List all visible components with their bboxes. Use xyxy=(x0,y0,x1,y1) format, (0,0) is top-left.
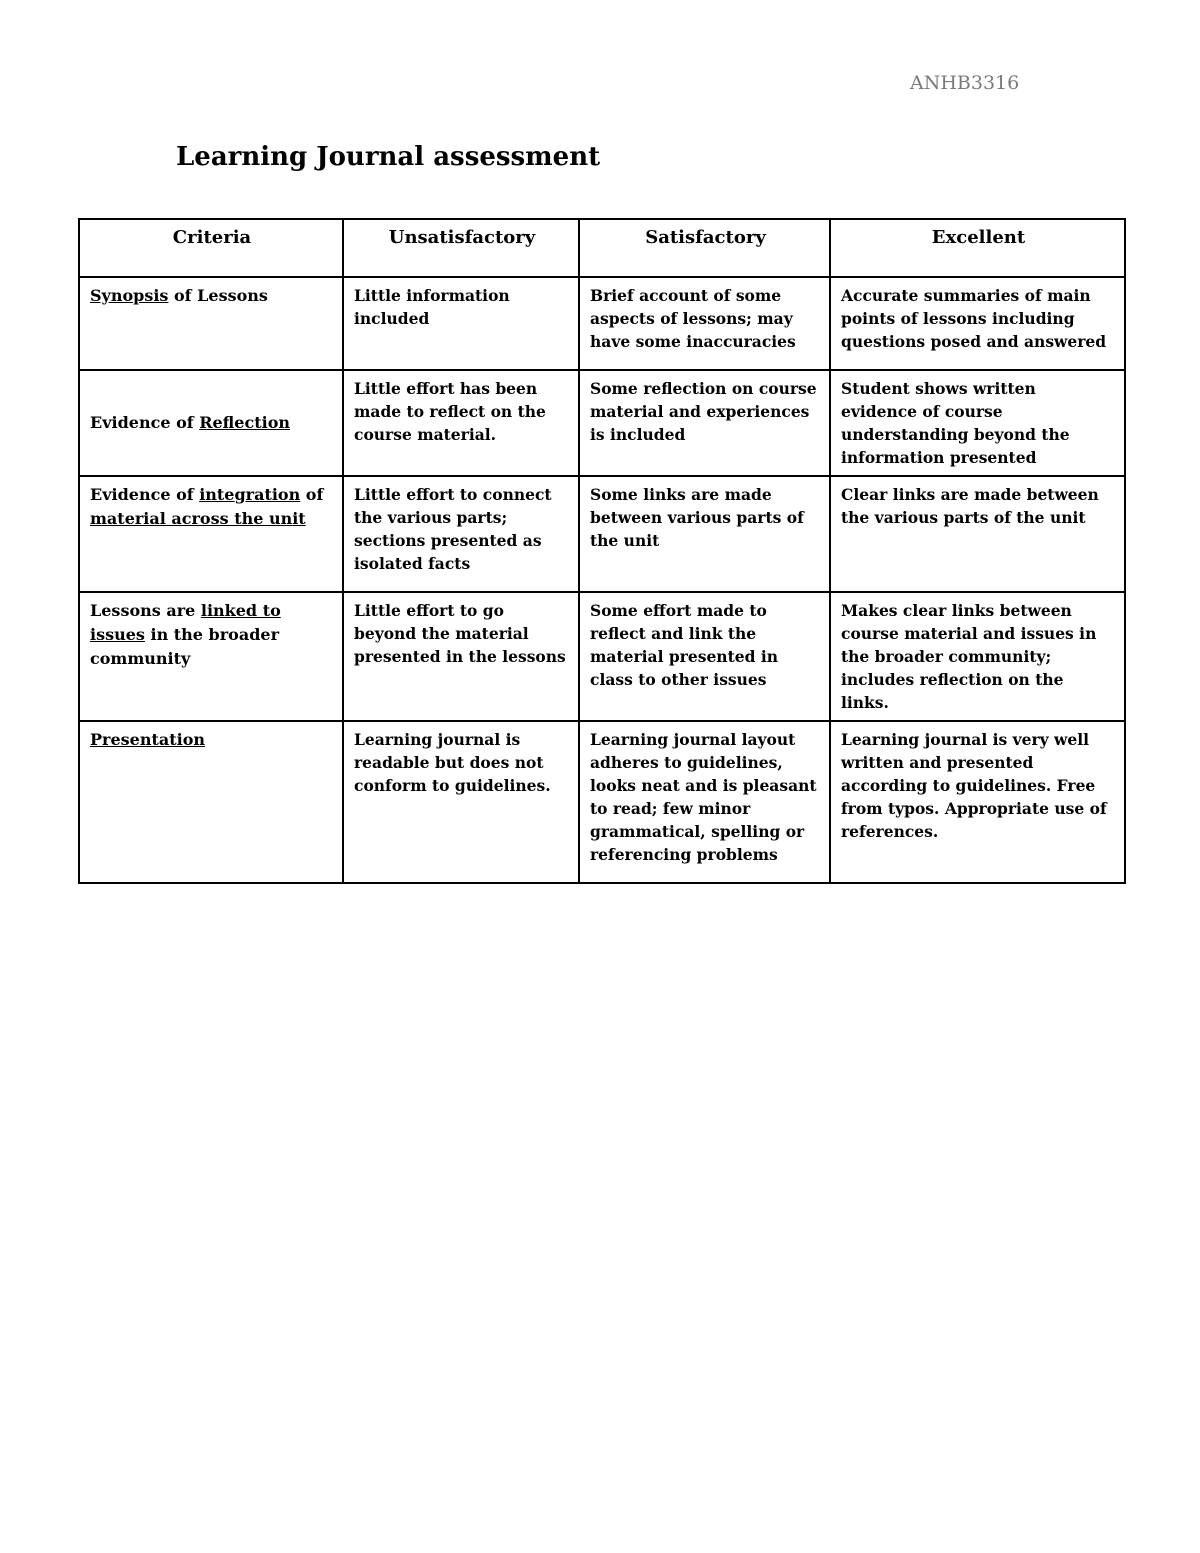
criteria-keyword: Presentation xyxy=(90,730,205,749)
excellent-cell: Clear links are made between the various parts of the unit xyxy=(830,476,1125,592)
criteria-cell xyxy=(79,277,343,370)
satisfactory-cell: Brief account of some aspects of lessons; may have some inaccuracies xyxy=(579,277,830,370)
column-header-unsatisfactory: Unsatisfactory xyxy=(343,219,579,277)
criteria-cell xyxy=(79,370,343,476)
table-row xyxy=(79,476,1125,592)
criteria-keyword: linked to issues xyxy=(90,601,281,644)
course-code: ANHB3316 xyxy=(910,72,1020,94)
unsatisfactory-cell: Little effort to go beyond the material presented in the lessons xyxy=(343,592,579,721)
excellent-cell: Accurate summaries of main points of lessons including questions posed and answered xyxy=(830,277,1125,370)
column-header-satisfactory: Satisfactory xyxy=(579,219,830,277)
excellent-cell: Makes clear links between course material and issues in the broader community; includes reflection on the links. xyxy=(830,592,1125,721)
criteria-text: of Lessons xyxy=(168,286,268,305)
criteria-text: Lessons are xyxy=(90,601,201,620)
criteria-keyword: Synopsis xyxy=(90,286,169,305)
satisfactory-cell: Some reflection on course material and experiences is included xyxy=(579,370,830,476)
unsatisfactory-cell: Little effort has been made to reflect on the course material. xyxy=(343,370,579,476)
criteria-cell xyxy=(79,476,343,592)
satisfactory-cell: Some effort made to reflect and link the material presented in class to other issues xyxy=(579,592,830,721)
criteria-text: Evidence of xyxy=(90,413,200,432)
excellent-cell: Student shows written evidence of course understanding beyond the information presented xyxy=(830,370,1125,476)
criteria-cell xyxy=(79,721,343,883)
criteria-keyword: integration xyxy=(199,485,301,504)
table-header-row xyxy=(79,219,1125,277)
unsatisfactory-cell: Little information included xyxy=(343,277,579,370)
table-row xyxy=(79,592,1125,721)
excellent-cell: Learning journal is very well written and presented according to guidelines. Free from typos. Appropriate use of references. xyxy=(830,721,1125,883)
column-header-criteria: Criteria xyxy=(79,219,343,277)
unsatisfactory-cell: Learning journal is readable but does not conform to guidelines. xyxy=(343,721,579,883)
criteria-keyword: material across the unit xyxy=(90,509,306,528)
satisfactory-cell: Some links are made between various parts of the unit xyxy=(579,476,830,592)
criteria-cell xyxy=(79,592,343,721)
table-row xyxy=(79,370,1125,476)
criteria-text: of xyxy=(300,485,324,504)
assessment-rubric-table xyxy=(78,218,1126,884)
table-row xyxy=(79,721,1125,883)
satisfactory-cell: Learning journal layout adheres to guidelines, looks neat and is pleasant to read; few minor grammatical, spelling or referencing problems xyxy=(579,721,830,883)
document-title: Learning Journal assessment xyxy=(176,142,601,172)
column-header-excellent: Excellent xyxy=(830,219,1125,277)
table-row xyxy=(79,277,1125,370)
criteria-keyword: Reflection xyxy=(199,413,290,432)
criteria-text: in the broader community xyxy=(90,625,279,668)
criteria-text: Evidence of xyxy=(90,485,200,504)
unsatisfactory-cell: Little effort to connect the various parts; sections presented as isolated facts xyxy=(343,476,579,592)
